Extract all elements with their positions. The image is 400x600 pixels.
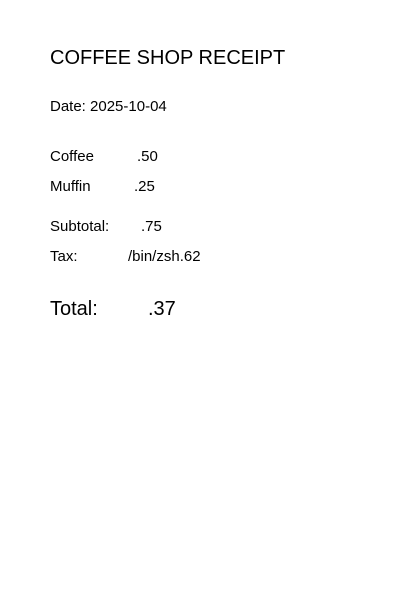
total-amount: .37 xyxy=(148,298,176,320)
receipt-title: COFFEE SHOP RECEIPT xyxy=(50,47,286,69)
receipt-date: Date: 2025-10-04 xyxy=(50,98,167,115)
line-item-amount: .25 xyxy=(134,178,155,195)
line-item-amount: .50 xyxy=(137,148,158,165)
tax-row xyxy=(50,247,350,267)
tax-label: Tax: xyxy=(50,248,78,265)
subtotal-label: Subtotal: xyxy=(50,218,110,235)
line-item-label: Muffin xyxy=(50,178,91,195)
line-item xyxy=(50,177,350,197)
line-item xyxy=(50,147,350,167)
total-label: Total: xyxy=(50,298,98,320)
subtotal-amount: .75 xyxy=(141,218,162,235)
line-item-label: Coffee xyxy=(50,148,94,165)
total-row xyxy=(50,296,350,322)
subtotal-row xyxy=(50,217,350,237)
tax-amount: /bin/zsh.62 xyxy=(128,248,201,265)
